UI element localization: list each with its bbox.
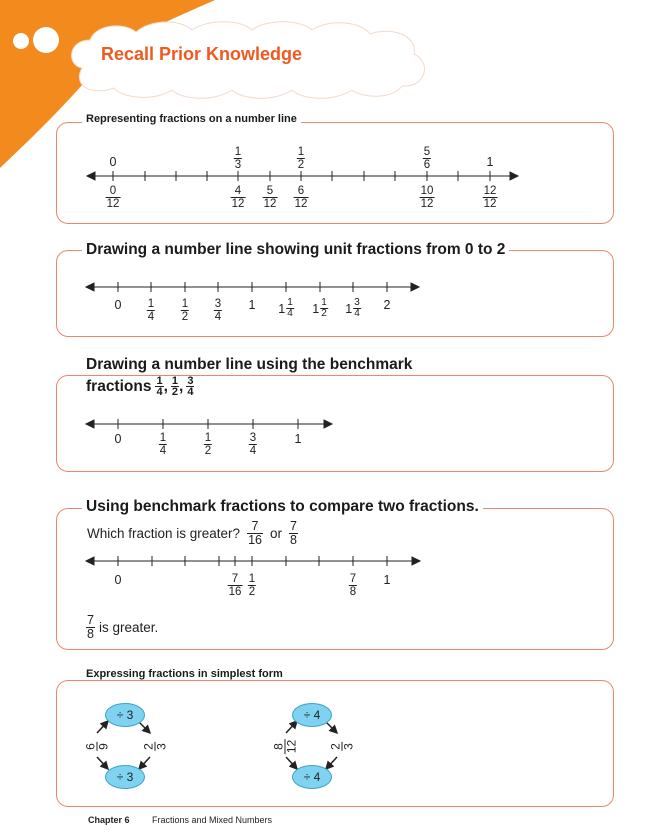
fraction-label: 2 3 bbox=[141, 743, 169, 750]
mixed-number-label: 1 $\frac{3}{4}$ bbox=[345, 297, 360, 319]
fraction-label: $\frac{1}{2}$ bbox=[248, 573, 256, 598]
fraction-label: $\frac{3}{4}$ bbox=[214, 298, 222, 323]
footer-title: Fractions and Mixed Numbers bbox=[152, 815, 273, 825]
answer-text: $\frac{7}{8}$ is greater. bbox=[87, 613, 159, 641]
label-zero: 0 bbox=[114, 573, 122, 587]
fraction-label: $\frac{1}{4}$ bbox=[159, 432, 167, 457]
fraction-label: $\frac{5}{6}$ bbox=[423, 146, 431, 171]
mixed-number-label: 1 $\frac{1}{2}$ bbox=[312, 297, 327, 319]
footer-chapter: Chapter 6 bbox=[88, 815, 130, 825]
label-one: 1 bbox=[248, 298, 256, 312]
section-heading: Drawing a number line using the benchmark bbox=[82, 356, 416, 374]
fraction-label: $\frac{7}{8}$ bbox=[349, 573, 357, 598]
fraction-label: $\frac{3}{4}$ bbox=[249, 432, 257, 457]
fraction-label: 6 9 bbox=[83, 743, 111, 750]
fraction-label: $\frac{6}{12}$ bbox=[294, 185, 308, 210]
fraction-label: $\frac{5}{12}$ bbox=[263, 185, 277, 210]
section-heading: fractions $\frac{1}{4}$ , $\frac{1}{2}$ , $\frac{3}{4}$ bbox=[82, 376, 198, 397]
label-one: 1 bbox=[294, 432, 302, 446]
fraction-label: $\frac{7}{16}$ bbox=[228, 573, 242, 598]
fraction-label: $\frac{1}{2}$ bbox=[204, 432, 212, 457]
fraction-label: $\frac{4}{12}$ bbox=[231, 185, 245, 210]
divide-by-badge: ÷ 3 bbox=[105, 765, 145, 789]
page-title: Recall Prior Knowledge bbox=[101, 44, 303, 64]
label-zero: 0 bbox=[114, 432, 122, 446]
section-heading: Representing fractions on a number line bbox=[82, 113, 301, 125]
section-heading: Expressing fractions in simplest form bbox=[82, 668, 287, 680]
divide-by-badge: ÷ 4 bbox=[292, 765, 332, 789]
fraction-label: $\frac{12}{12}$ bbox=[483, 185, 497, 210]
divide-by-badge: ÷ 3 bbox=[105, 703, 145, 727]
section-heading: Drawing a number line showing unit fractions from 0 to 2 bbox=[82, 241, 509, 259]
label-zero: 0 bbox=[109, 155, 117, 169]
label-one: 1 bbox=[486, 155, 494, 169]
fraction-label: $\frac{10}{12}$ bbox=[420, 185, 434, 210]
mixed-number-label: 1 $\frac{1}{4}$ bbox=[278, 297, 293, 319]
fraction-label: $\frac{1}{2}$ bbox=[297, 146, 305, 171]
label-zero: 0 bbox=[114, 298, 122, 312]
label-two: 2 bbox=[383, 298, 391, 312]
fraction-label: $\frac{1}{3}$ bbox=[234, 146, 242, 171]
fraction-label: $\frac{0}{12}$ bbox=[106, 185, 120, 210]
fraction-label: $\frac{1}{4}$ bbox=[147, 298, 155, 323]
label-one: 1 bbox=[383, 573, 391, 587]
divide-by-badge: ÷ 4 bbox=[292, 703, 332, 727]
question-text: Which fraction is greater? $\frac{7}{16}$ or $\frac{7}{8}$ bbox=[87, 519, 297, 547]
section-heading: Using benchmark fractions to compare two fractions. bbox=[82, 498, 483, 516]
fraction-label: 2 3 bbox=[328, 743, 356, 750]
fraction-label: $\frac{1}{2}$ bbox=[181, 298, 189, 323]
fraction-label: 8 12 bbox=[271, 739, 299, 754]
